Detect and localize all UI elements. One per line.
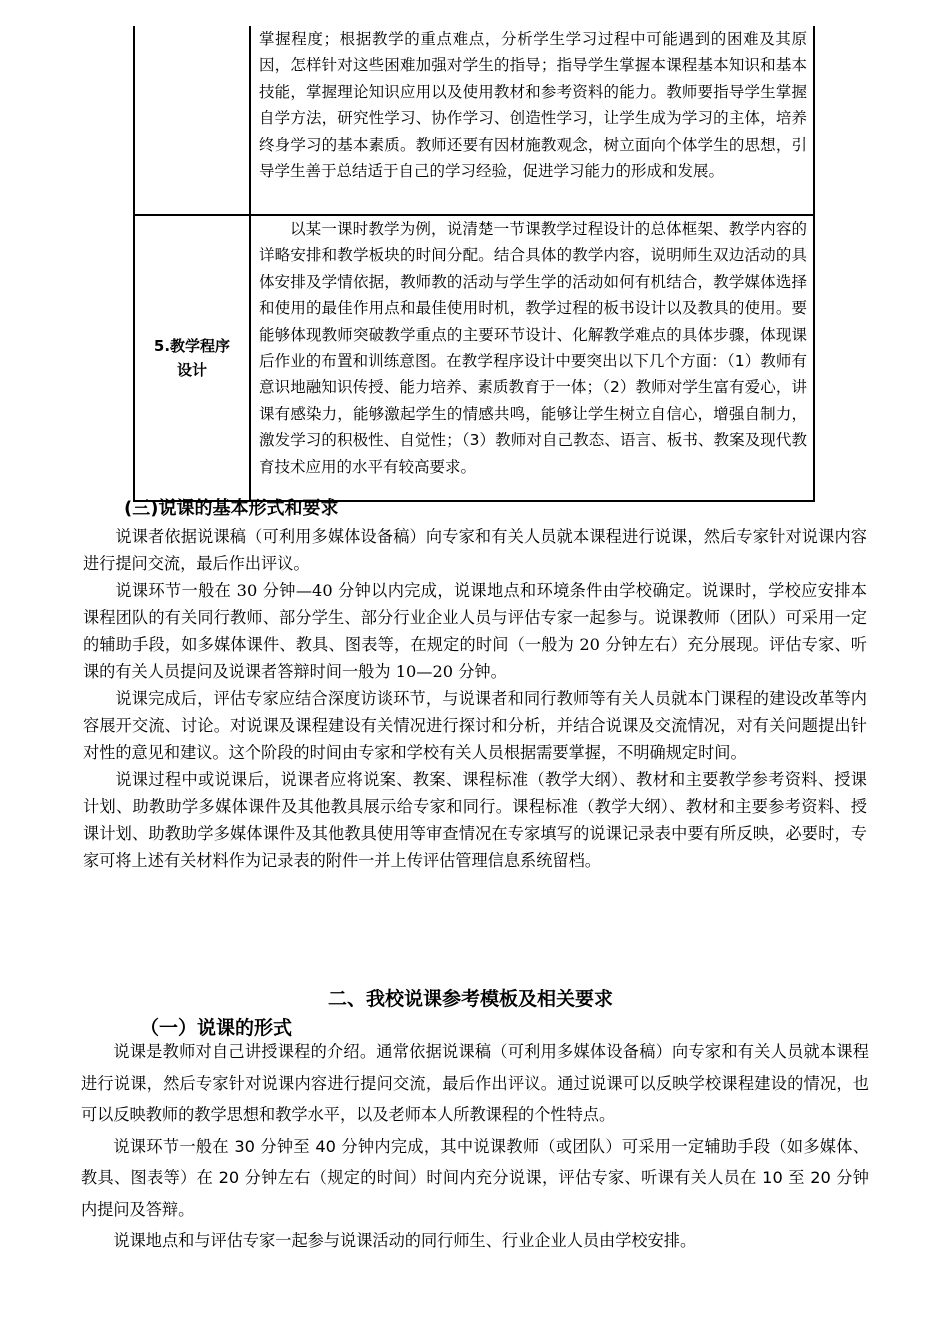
paragraph: 说课环节一般在 30 分钟至 40 分钟内完成，其中说课教师（或团队）可采用一定辅助手段（如多媒体、教具、图表等）在 20 分钟左右（规定的时间）时间内充分说课，评估专家、听课有关人员在 10 至 20 分钟内提问及答辩。 — [81, 1136, 869, 1219]
chapter-heading: 二、我校说课参考模板及相关要求 — [328, 988, 614, 1010]
paragraph: 说课完成后，评估专家应结合深度访谈环节，与说课者和同行教师等有关人员就本门课程的建设改革等内容展开交流、讨论。对说课及课程建设有关情况进行探讨和分析，并结合说课及交流情况，对有关问题提出针对性的意见和建议。这个阶段的时间由专家和学校有关人员根据需要掌握，不明确规定时间。 — [83, 689, 867, 762]
table-content-cell: 掌握程度；根据教学的重点难点，分析学生学习过程中可能遇到的困难及其原因，怎样针对这些困难加强对学生的指导；指导学生掌握本课程基本知识和基本技能，掌握理论知识应用以及使用教材和参考资料的能力。教师要指导学生掌握自学方法，研究性学习、协作学习、创造性学习，让学生成为学习的主体，培养终身学习的基本素质。教师还要有因材施教观念，树立面向个体学生的思想，引导学生善于总结适于自己的学习经验，促进学习能力的形成和发展。 — [250, 26, 814, 215]
section-body — [83, 523, 867, 874]
paragraph: 说课地点和与评估专家一起参与说课活动的同行师生、行业企业人员由学校安排。 — [113, 1231, 697, 1250]
table-row — [134, 26, 814, 215]
paragraph: 说课环节一般在 30 分钟—40 分钟以内完成，说课地点和环境条件由学校确定。说课时，学校应安排本课程团队的有关同行教师、部分学生、部分行业企业人员与评估专家一起参与。说课教师（团队）可采用一定的辅助手段，如多媒体课件、教具、图表等，在规定的时间（一般为 20 分钟左右）充分展现。评估专家、听课的有关人员提问及说课者答辩时间一般为 10—20 分钟。 — [83, 581, 867, 681]
table-row — [134, 215, 814, 501]
paragraph: 说课是教师对自己讲授课程的介绍。通常依据说课稿（可利用多媒体设备稿）向专家和有关人员就本课程进行说课，然后专家针对说课内容进行提问交流，最后作出评议。通过说课可以反映学校课程建设的情况，也可以反映教师的教学思想和教学水平，以及老师本人所教课程的个性特点。 — [81, 1042, 869, 1124]
section-body — [81, 1036, 869, 1257]
course-criteria-table — [133, 26, 815, 502]
table-label-cell — [134, 26, 250, 215]
paragraph: 说课过程中或说课后，说课者应将说案、教案、课程标准（教学大纲）、教材和主要教学参考资料、授课计划、助教助学多媒体课件及其他教具展示给专家和同行。课程标准（教学大纲）、教材和主要参考资料、授课计划、助教助学多媒体课件及其他教具使用等审查情况在专家填写的说课记录表中要有所反映，必要时，专家可将上述有关材料作为记录表的附件一并上传评估管理信息系统留档。 — [83, 770, 867, 870]
row-label-line: 5.教学程序 — [153, 337, 231, 355]
table-label-cell — [134, 215, 250, 501]
section-heading: (三)说课的基本形式和要求 — [124, 498, 339, 519]
row-label-line: 设计 — [176, 361, 207, 379]
subsection-heading: （一）说课的形式 — [140, 1017, 293, 1039]
paragraph: 说课者依据说课稿（可利用多媒体设备稿）向专家和有关人员就本课程进行说课，然后专家针对说课内容进行提问交流，最后作出评议。 — [83, 527, 867, 573]
table-content-cell: 以某一课时教学为例，说清楚一节课教学过程设计的总体框架、教学内容的详略安排和教学板块的时间分配。结合具体的教学内容，说明师生双边活动的具体安排及学情依据，教师教的活动与学生学的活动如何有机结合，教学媒体选择和使用的最佳作用点和最佳使用时机，教学过程的板书设计以及教具的使用。要能够体现教师突破教学重点的主要环节设计、化解教学难点的具体步骤，体现课后作业的布置和训练意图。在教学程序设计中要突出以下几个方面：（1）教师有意识地融知识传授、能力培养、素质教育于一体；（2）教师对学生富有爱心，讲课有感染力，能够激起学生的情感共鸣，能够让学生树立自信心，增强自制力，激发学习的积极性、自觉性；（3）教师对自己教态、语言、板书、教案及现代教育技术应用的水平有较高要求。 — [250, 215, 814, 501]
